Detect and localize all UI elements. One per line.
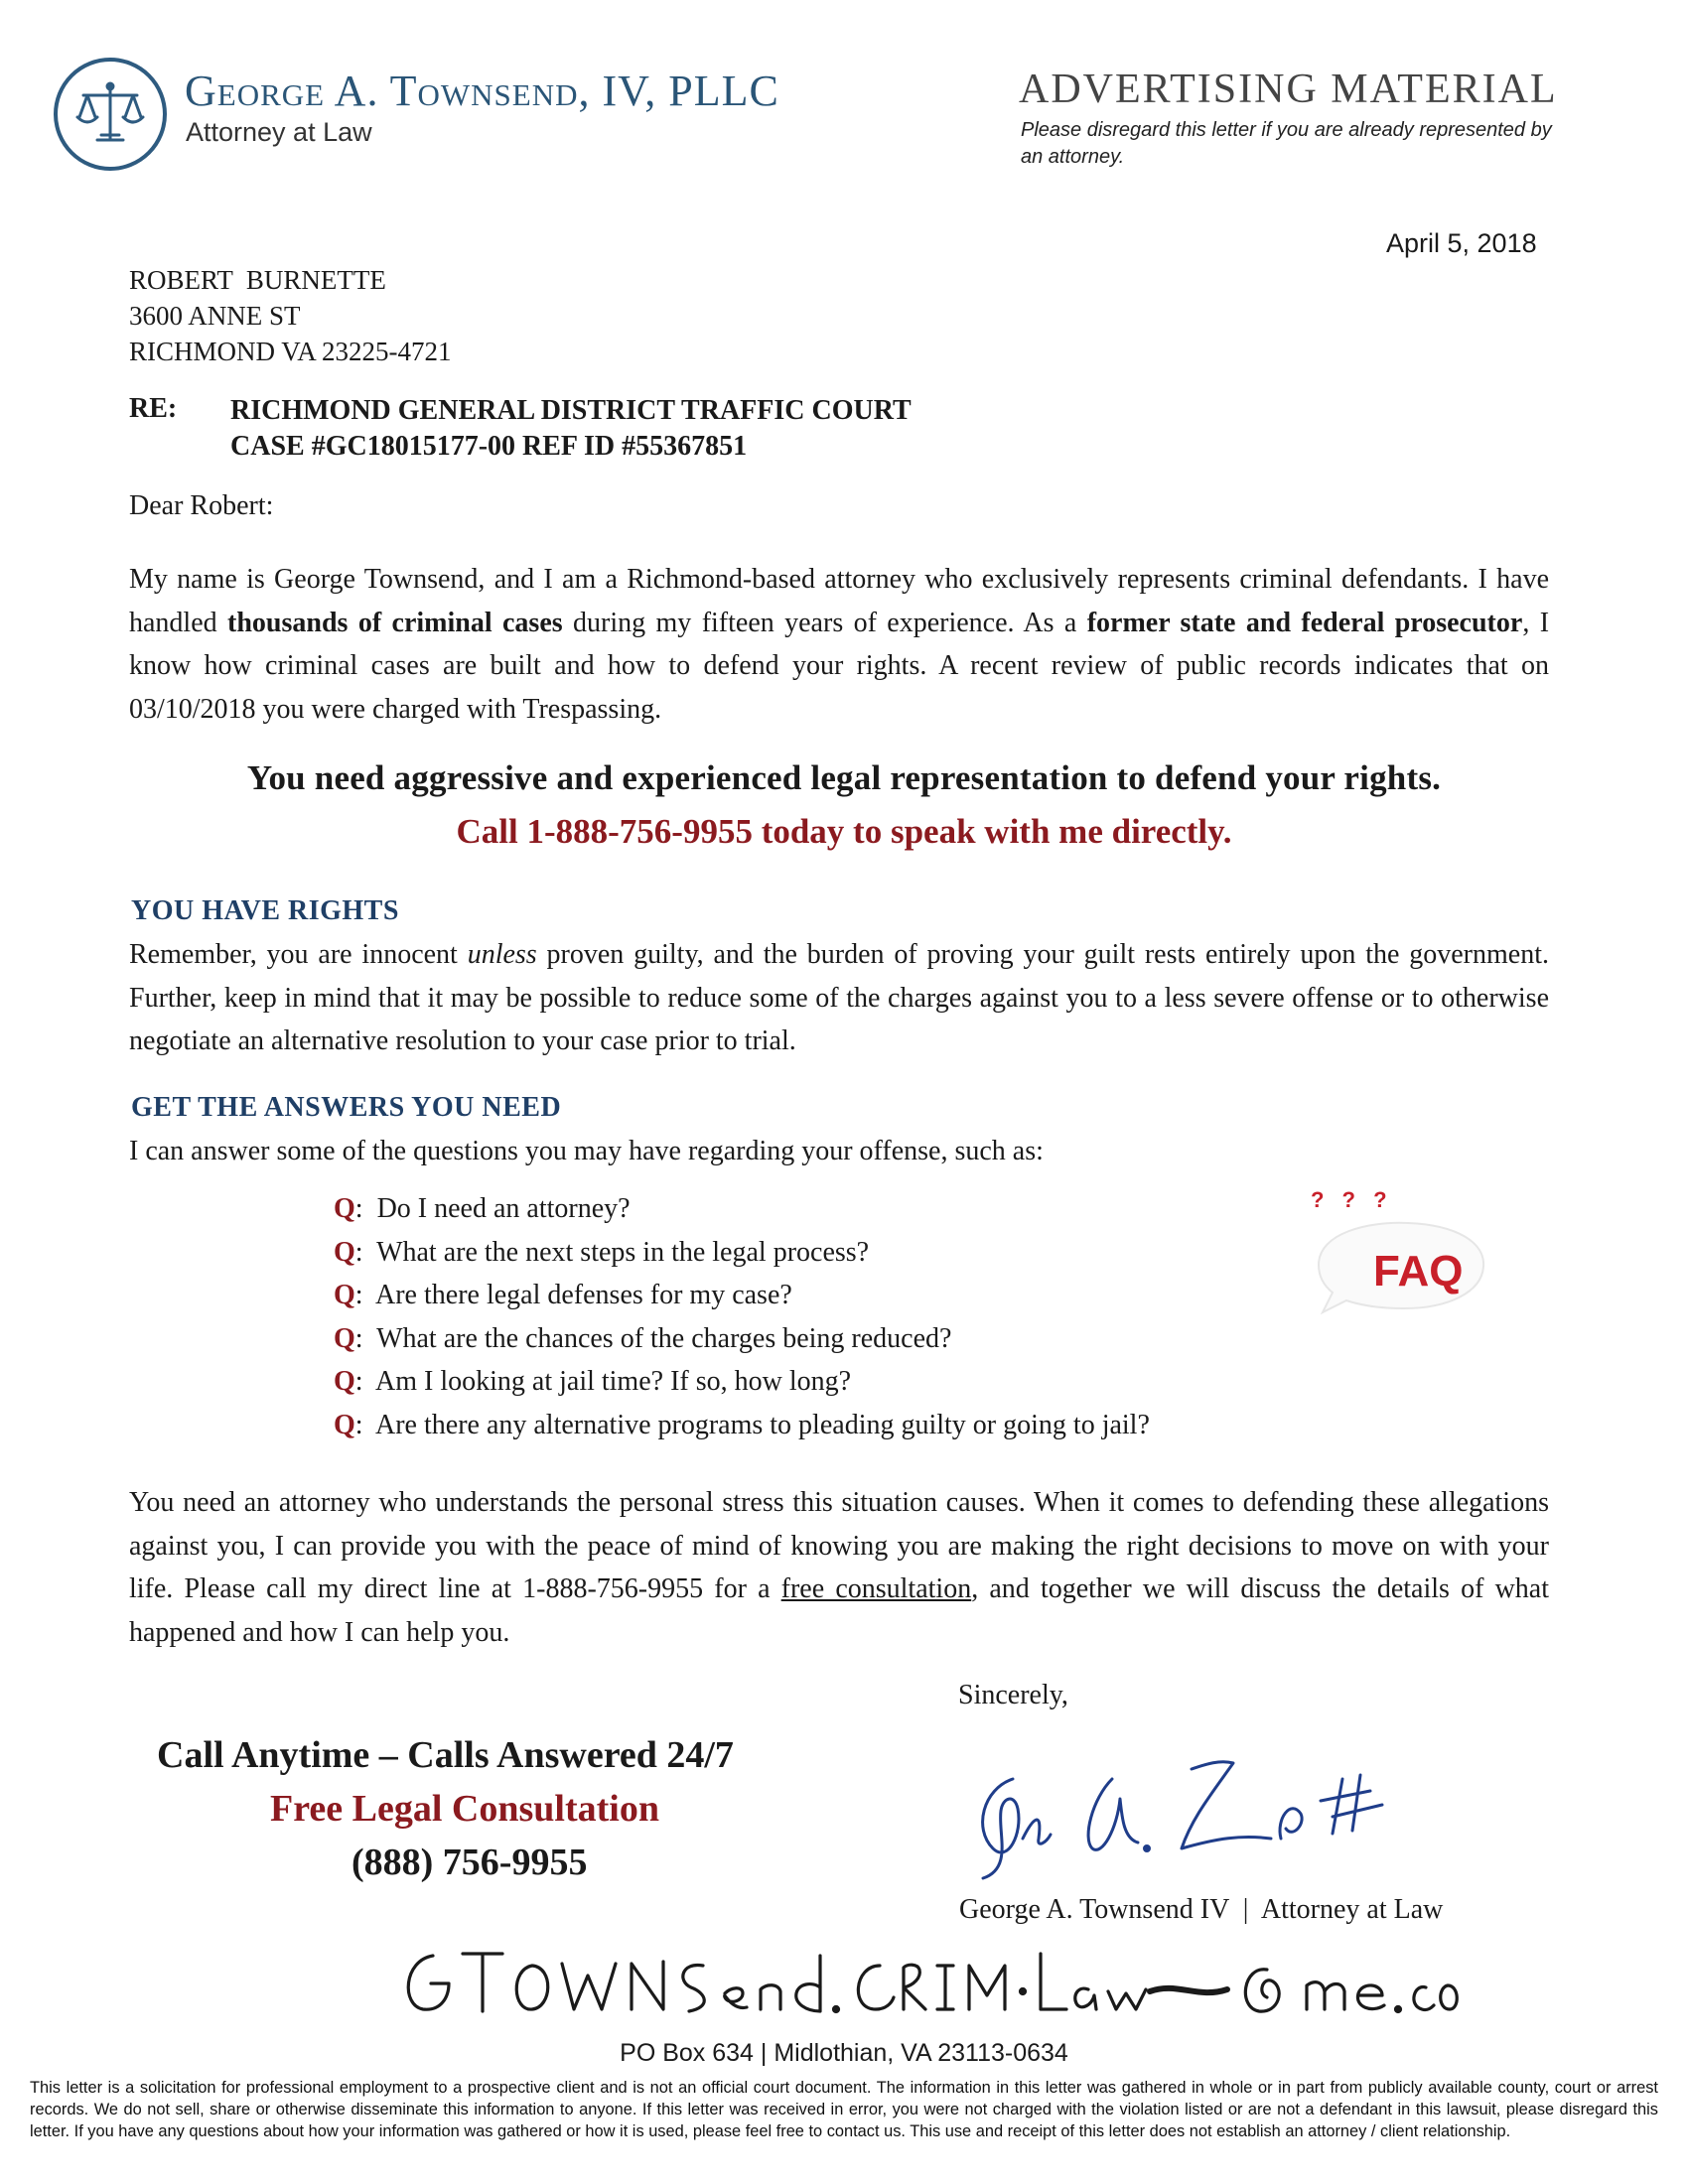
cta-call-anytime: Call Anytime – Calls Answered 24/7 bbox=[157, 1734, 734, 1776]
signer-name: George A. Townsend IV | Attorney at Law bbox=[959, 1894, 1444, 1925]
q-prefix: Q bbox=[334, 1280, 355, 1310]
faq-label: FAQ bbox=[1373, 1247, 1464, 1296]
letter-date: April 5, 2018 bbox=[1386, 228, 1537, 258]
advertising-note: Please disregard this letter if you are already represented by an attorney. bbox=[1021, 119, 1552, 168]
list-item: Q: Do I need an attorney? bbox=[334, 1193, 631, 1224]
question-text: Do I need an attorney? bbox=[376, 1193, 631, 1224]
scales-of-justice-icon bbox=[73, 77, 147, 151]
rights-paragraph bbox=[129, 933, 1549, 1063]
list-item: Q: What are the chances of the charges being reduced? bbox=[334, 1322, 952, 1354]
intro-paragraph bbox=[129, 558, 1549, 731]
list-item: Q: Are there legal defenses for my case? bbox=[334, 1280, 792, 1310]
heading-you-have-rights: YOU HAVE RIGHTS bbox=[131, 895, 399, 926]
heading-get-answers: GET THE ANSWERS YOU NEED bbox=[131, 1092, 562, 1123]
free-consultation-link[interactable]: free consultation bbox=[780, 1573, 972, 1604]
cta-phone-number[interactable]: (888) 756-9955 bbox=[352, 1842, 588, 1883]
handwritten-email-note bbox=[393, 1936, 1476, 2025]
firm-subtitle: Attorney at Law bbox=[186, 117, 372, 147]
question-text: What are the chances of the charges being reduced? bbox=[376, 1322, 952, 1354]
recipient-address bbox=[129, 262, 452, 369]
para1-text-2: during my fifteen years of experience. As a bbox=[562, 607, 1087, 638]
q-prefix: Q bbox=[334, 1193, 355, 1224]
para3-text-2: , and together we will discuss the details of what happened and how I can help you. bbox=[129, 1573, 1549, 1648]
list-item: Q: Am I looking at jail time? If so, how long? bbox=[334, 1366, 852, 1397]
firm-name: George A. Townsend, IV, PLLC bbox=[185, 67, 779, 115]
faq-question-marks: ? ? ? bbox=[1311, 1187, 1393, 1212]
para1-bold-2: former state and federal prosecutor bbox=[1086, 607, 1523, 638]
para1-bold-1: thousands of criminal cases bbox=[227, 607, 563, 638]
q-prefix: Q bbox=[334, 1236, 355, 1268]
questions-intro: I can answer some of the questions you may have regarding your offense, such as: bbox=[129, 1136, 1044, 1166]
closing-salutation: Sincerely, bbox=[958, 1680, 1068, 1710]
re-block bbox=[230, 393, 912, 465]
rights-text-2: proven guilty, and the burden of proving your guilt rests entirely upon the government. Further, keep in mind that it may be possible to reduce some of the charges against you to a less severe offense or to otherwise negotiate an alternative resolution to your case prior to trial. bbox=[129, 939, 1549, 1056]
re-label: RE: bbox=[129, 393, 178, 424]
firm-logo bbox=[54, 58, 167, 171]
question-list bbox=[334, 1187, 1150, 1446]
recipient-street: 3600 ANNE ST bbox=[129, 301, 301, 331]
re-court: RICHMOND GENERAL DISTRICT TRAFFIC COURT bbox=[230, 395, 912, 426]
footer-address: PO Box 634 | Midlothian, VA 23113-0634 bbox=[620, 2039, 1068, 2067]
rights-text-1: Remember, you are innocent bbox=[129, 939, 468, 970]
recipient-name: ROBERT BURNETTE bbox=[129, 265, 386, 295]
q-prefix: Q bbox=[334, 1322, 355, 1354]
list-item: Q: Are there any alternative programs to pleading guilty or going to jail? bbox=[334, 1409, 1150, 1440]
cta-free-consultation: Free Legal Consultation bbox=[270, 1788, 659, 1830]
advertising-title: ADVERTISING MATERIAL bbox=[1019, 67, 1558, 112]
handwritten-signature bbox=[943, 1739, 1400, 1888]
callout-phone: Call 1-888-756-9955 today to speak with me directly. bbox=[456, 812, 1232, 851]
question-text: Are there any alternative programs to pleading guilty or going to jail? bbox=[375, 1409, 1150, 1440]
para1-text-1: My name is George Townsend, and I am a Richmond-based attorney who exclusively represents criminal defendants. I have handled bbox=[129, 564, 1549, 638]
question-text: Am I looking at jail time? If so, how long? bbox=[375, 1366, 852, 1397]
footer-disclaimer: This letter is a solicitation for professional employment to a prospective client and is not an official court document. The information in this letter was gathered in whole or in part from publicly available county, court or arrest records. We do not sell, share or otherwise disseminate this information to anyone. If this letter was received in error, you were not charged with the violation listed or are not a defendant in this lawsuit, please disregard this letter. If you have any questions about how your information was gathered or how it is used, please feel free to contact us. This use and receipt of this letter does not establish an attorney / client relationship. bbox=[30, 2079, 1658, 2140]
re-case: CASE #GC18015177-00 REF ID #55367851 bbox=[230, 431, 748, 462]
greeting: Dear Robert: bbox=[129, 490, 274, 521]
list-item: Q: What are the next steps in the legal process? bbox=[334, 1236, 870, 1268]
question-text: Are there legal defenses for my case? bbox=[375, 1280, 792, 1310]
q-prefix: Q bbox=[334, 1366, 355, 1397]
rights-emphasis: unless bbox=[467, 939, 537, 970]
q-prefix: Q bbox=[334, 1409, 355, 1440]
para1-text-3: , I know how criminal cases are built and how to defend your rights. A recent review of public records indicates that on 03/10/2018 you were charged with Trespassing. bbox=[129, 607, 1550, 725]
closing-paragraph bbox=[129, 1481, 1549, 1654]
recipient-city: RICHMOND VA 23225-4721 bbox=[129, 337, 452, 366]
para3-text-1: You need an attorney who understands the personal stress this situation causes. When it comes to defending these allegations against you, I can provide you with the peace of mind of knowing you are making the right decisions to move on with your life. Please call my direct line at 1-888-756-9955 for a bbox=[129, 1487, 1549, 1604]
callout-headline: You need aggressive and experienced legal representation to defend your rights. bbox=[246, 758, 1442, 797]
question-text: What are the next steps in the legal process? bbox=[376, 1236, 870, 1268]
